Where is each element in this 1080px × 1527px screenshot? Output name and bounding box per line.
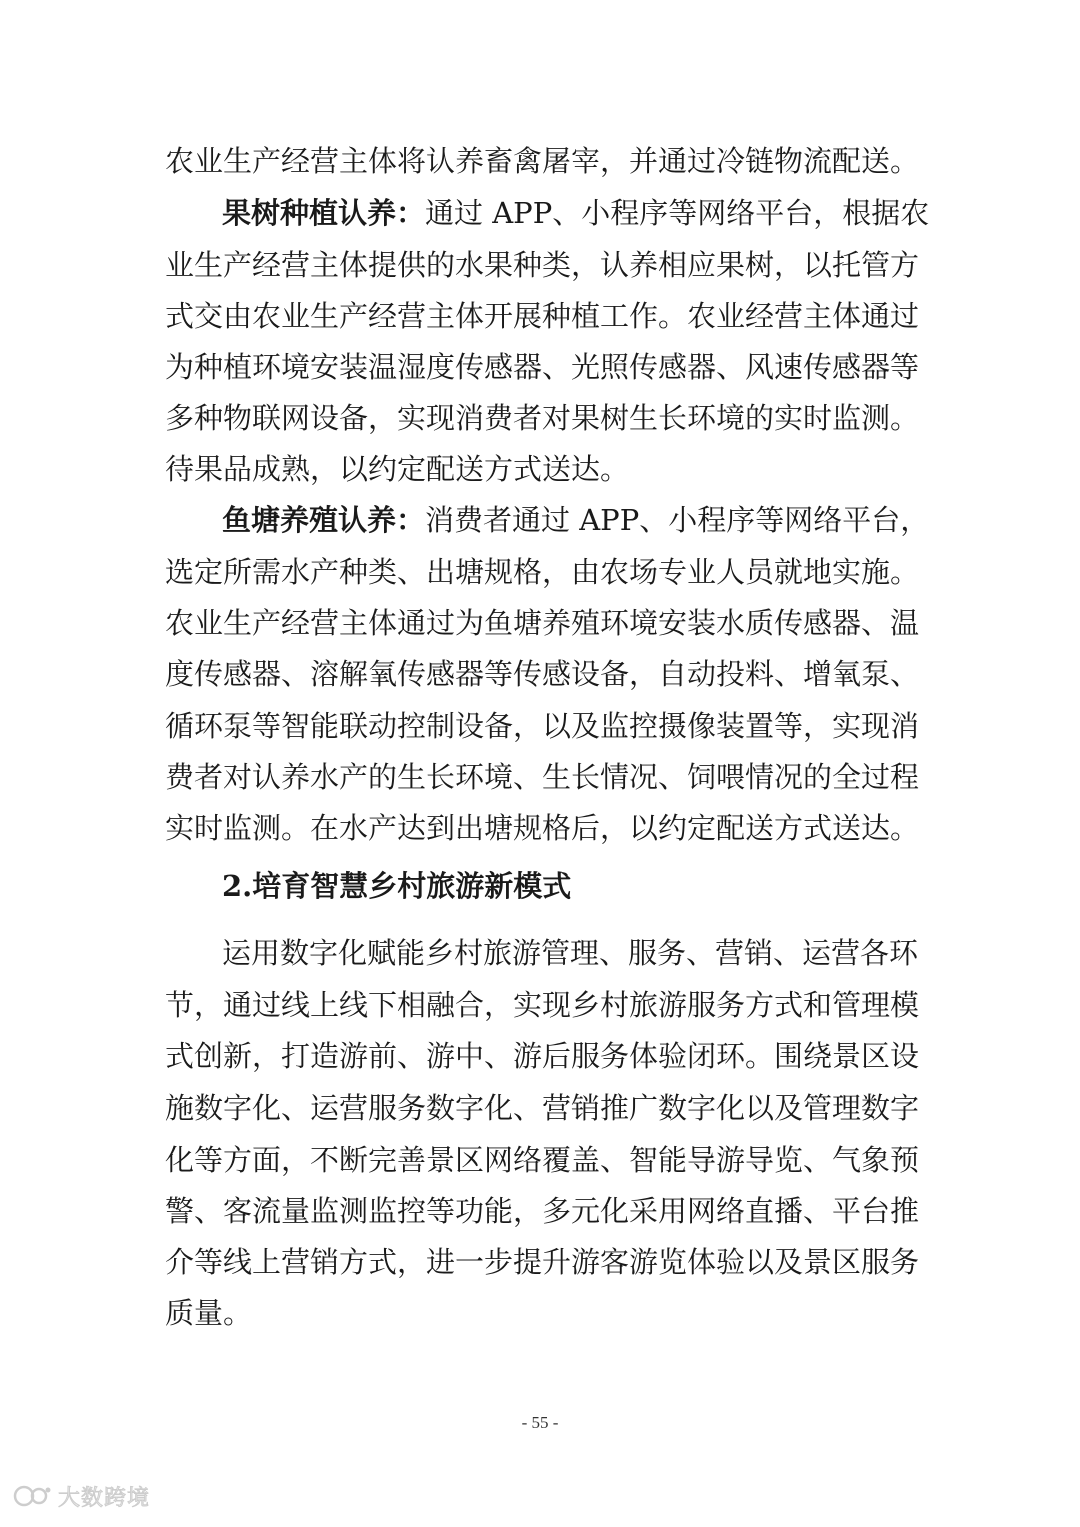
page-number: - 55 -	[521, 1413, 559, 1432]
paragraph-line: 度传感器、溶解氧传感器等传感设备，自动投料、增氧泵、	[165, 657, 920, 691]
paragraph-line: 施数字化、运营服务数字化、营销推广数字化以及管理数字	[165, 1091, 920, 1125]
paragraph-line: 待果品成熟，以约定配送方式送达。	[165, 452, 630, 486]
paragraph-lead: 鱼塘养殖认养：	[222, 503, 426, 537]
paragraph-line: 质量。	[165, 1296, 253, 1330]
paragraph-line: 式交由农业生产经营主体开展种植工作。农业经营主体通过	[165, 299, 920, 333]
paragraph-line: 实时监测。在水产达到出塘规格后，以约定配送方式送达。	[165, 811, 920, 845]
watermark	[12, 1478, 150, 1514]
paragraph-line: 选定所需水产种类、出塘规格，由农场专业人员就地实施。	[165, 555, 920, 589]
paragraph-line: 式创新，打造游前、游中、游后服务体验闭环。围绕景区设	[165, 1039, 920, 1073]
paragraph-lead: 果树种植认养：	[222, 196, 426, 230]
paragraph-line: 农业生产经营主体将认养畜禽屠宰，并通过冷链物流配送。	[165, 144, 920, 178]
paragraph-line: 多种物联网设备，实现消费者对果树生长环境的实时监测。	[165, 401, 920, 435]
paragraph-line: 节，通过线上线下相融合，实现乡村旅游服务方式和管理模	[165, 988, 920, 1022]
paragraph-first-line	[222, 500, 930, 540]
paragraph-line: 费者对认养水产的生长环境、生长情况、饲喂情况的全过程	[165, 760, 920, 794]
paragraph-text: 通过 APP、小程序等网络平台，根据农	[425, 196, 930, 230]
paragraph-line: 业生产经营主体提供的水果种类，认养相应果树，以托管方	[165, 248, 920, 282]
paragraph-line: 循环泵等智能联动控制设备，以及监控摄像装置等，实现消	[165, 709, 920, 743]
paragraph-first-line	[222, 193, 930, 233]
paragraph-first-line: 运用数字化赋能乡村旅游管理、服务、营销、运营各环	[222, 936, 919, 970]
paragraph-line: 化等方面，不断完善景区网络覆盖、智能导游导览、气象预	[165, 1143, 920, 1177]
paragraph-line: 为种植环境安装温湿度传感器、光照传感器、风速传感器等	[165, 350, 920, 384]
paragraph-text: 消费者通过 APP、小程序等网络平台，	[425, 503, 930, 537]
paragraph-line: 警、客流量监测监控等功能，多元化采用网络直播、平台推	[165, 1194, 920, 1228]
watermark-logo-icon	[12, 1481, 52, 1511]
watermark-text: 大数跨境	[58, 1485, 151, 1511]
paragraph-line: 介等线上营销方式，进一步提升游客游览体验以及景区服务	[165, 1245, 920, 1279]
section-heading: 2.培育智慧乡村旅游新模式	[222, 869, 572, 903]
paragraph-line: 农业生产经营主体通过为鱼塘养殖环境安装水质传感器、温	[165, 606, 920, 640]
